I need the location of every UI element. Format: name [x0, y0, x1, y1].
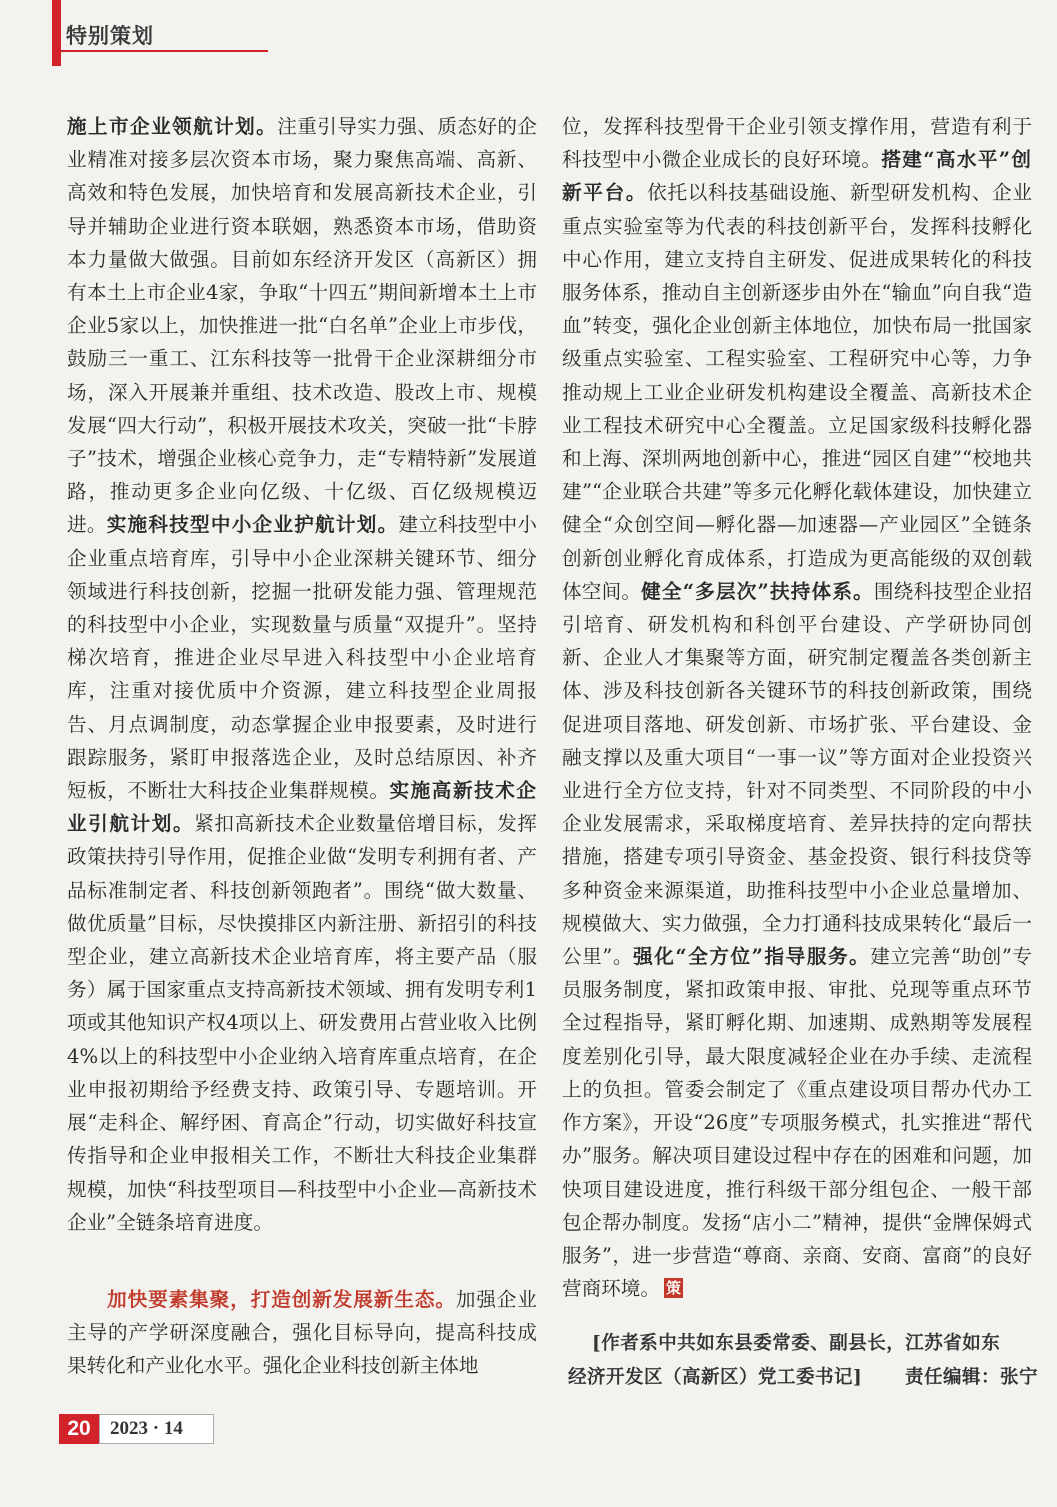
section-heading: 加快要素集聚，打造创新发展新生态。: [106, 1287, 456, 1311]
body-text: 位，发挥科技型骨干企业引领支撑作用，营造有利于科技型中小微企业成长的良好环境。: [562, 115, 1032, 172]
responsible-editor: 责任编辑：张宁: [904, 1367, 1038, 1388]
keyword-heading: 健全“多层次”扶持体系。: [641, 579, 874, 603]
body-text: 建立完善“助创”专员服务制度，紧扣政策申报、审批、兑现等重点环节全过程指导，紧盯孵化期、加速期、成熟期等发展程度差别化引导，最大限度减轻企业在办手续、走流程上的负担。管委会制定了《重点建设项目帮办代办工作方案》，开设“26度”专项服务模式，扎实推进“帮代办”服务。解决项目建设过程中存在的困难和问题，加快项目建设进度，推行科级干部分组包企、一般干部包企帮办制度。发扬“店小二”精神，提供“金牌保姆式服务”，进一步营造“尊商、亲商、安商、富商”的良好营商环境。: [562, 945, 1032, 1301]
body-text: 注重引导实力强、质态好的企业精准对接多层次资本市场，聚力聚焦高端、高新、高效和特色发展，加快培育和发展高新技术企业，引导并辅助企业进行资本联姻，熟悉资本市场，借助资本力量做大做强。目前如东经济开发区（高新区）拥有本土上市企业4家，争取“十四五”期间新增本土上市企业5家以上，加快推进一批“白名单”企业上市步伐，鼓励三一重工、江东科技等一批骨干企业深耕细分市场，深入开展兼并重组、技术改造、股改上市、规模发展“四大行动”，积极开展技术攻关，突破一批“卡脖子”技术，增强企业核心竞争力，走“专精特新”发展道路，推动更多企业向亿级、十亿级、百亿级规模迈进。: [67, 115, 537, 537]
author-line-1: [作者系中共如东县委常委、副县长，江苏省如东: [592, 1333, 1001, 1354]
author-note: [568, 1327, 1038, 1395]
body-text: 紧扣高新技术企业数量倍增目标，发挥政策扶持引导作用，促推企业做“发明专利拥有者、产品标准制定者、科技创新领跑者”。围绕“做大数量、做优质量”目标，尽快摸排区内新注册、新招引的科技型企业，建立高新技术企业培育库，将主要产品（服务）属于国家重点支持高新技术领域、拥有发明专利1项或其他知识产权4项以上、研发费用占营业收入比例4%以上的科技型中小企业纳入培育库重点培育，在企业申报初期给予经费支持、政策引导、专题培训。开展“走科企、解纾困、育高企”行动，切实做好科技宣传指导和企业申报相关工作，不断壮大科技企业集群规模，加快“科技型项目—科技型中小企业—高新技术企业”全链条培育进度。: [67, 812, 537, 1234]
author-line-2: 经济开发区（高新区）党工委书记]: [568, 1367, 863, 1388]
page-number: 20: [59, 1414, 99, 1444]
body-text: 依托以科技基础设施、新型研发机构、企业重点实验室等为代表的科技创新平台，发挥科技孵化中心作用，建立支持自主研发、促进成果转化的科技服务体系，推动自主创新逐步由外在“输血”向自我“造血”转变，强化企业创新主体地位，加快布局一批国家级重点实验室、工程实验室、工程研究中心等，力争推动规上工业企业研发机构建设全覆盖、高新技术企业工程技术研究中心全覆盖。立足国家级科技孵化器和上海、深圳两地创新中心，推进“园区自建”“校地共建”“企业联合共建”等多元化孵化载体建设，加快建立健全“众创空间—孵化器—加速器—产业园区”全链条创新创业孵化育成体系，打造成为更高能级的双创载体空间。: [562, 181, 1032, 603]
right-paragraph: [562, 110, 1032, 1305]
right-column: [562, 110, 1032, 1310]
body-text: 加强企业主导的产学研深度融合，强化目标导向，提高科技成果转化和产业化水平。强化企业科技创新主体地: [67, 1287, 537, 1378]
paragraph-gap: [67, 1239, 537, 1283]
body-text: 建立科技型中小企业重点培育库，引导中小企业深耕关键环节、细分领域进行科技创新，挖掘一批研发能力强、管理规范的科技型中小企业，实现数量与质量“双提升”。坚持梯次培育，推进企业尽早进入科技型中小企业培育库，注重对接优质中介资源，建立科技型企业周报告、月点调制度，动态掌握企业申报要素，及时进行跟踪服务，紧盯申报落选企业，及时总结原因、补齐短板，不断壮大科技企业集群规模。: [67, 513, 537, 803]
page-header: [0, 0, 1057, 70]
header-red-bar: [52, 0, 61, 66]
section-title: 特别策划: [66, 24, 154, 48]
left-paragraph-2: [67, 1283, 537, 1383]
left-column: [67, 110, 537, 1420]
body-text: 围绕科技型企业招引培育、研发机构和科创平台建设、产学研协同创新、企业人才集聚等方面，研究制定覆盖各类创新主体、涉及科技创新各关键环节的科技创新政策，围绕促进项目落地、研发创新、市场扩张、平台建设、金融支撑以及重大项目“一事一议”等方面对企业投资兴业进行全方位支持，针对不同类型、不同阶段的中小企业发展需求，采取梯度培育、差异扶持的定向帮扶措施，搭建专项引导资金、基金投资、银行科技贷等多种资金来源渠道，助推科技型中小企业总量增加、规模做大、实力做强，全力打通科技成果转化“最后一公里”。: [562, 579, 1032, 969]
left-paragraph-1: [67, 110, 537, 1239]
author-line-2-row: [568, 1361, 1038, 1395]
keyword-heading: 实施科技型中小企业护航计划。: [106, 513, 399, 537]
keyword-heading: 强化“全方位”指导服务。: [633, 945, 871, 969]
end-mark-icon: 策: [665, 1279, 681, 1298]
keyword-heading: 实施高新技术企业引航计划。: [67, 779, 537, 836]
header-rule: [52, 50, 268, 52]
issue-number: 2023 · 14: [99, 1414, 214, 1444]
keyword-heading: 搭建“高水平”创新平台。: [562, 148, 1032, 205]
page-footer: [59, 1414, 214, 1444]
keyword-heading: 施上市企业领航计划。: [67, 115, 278, 138]
